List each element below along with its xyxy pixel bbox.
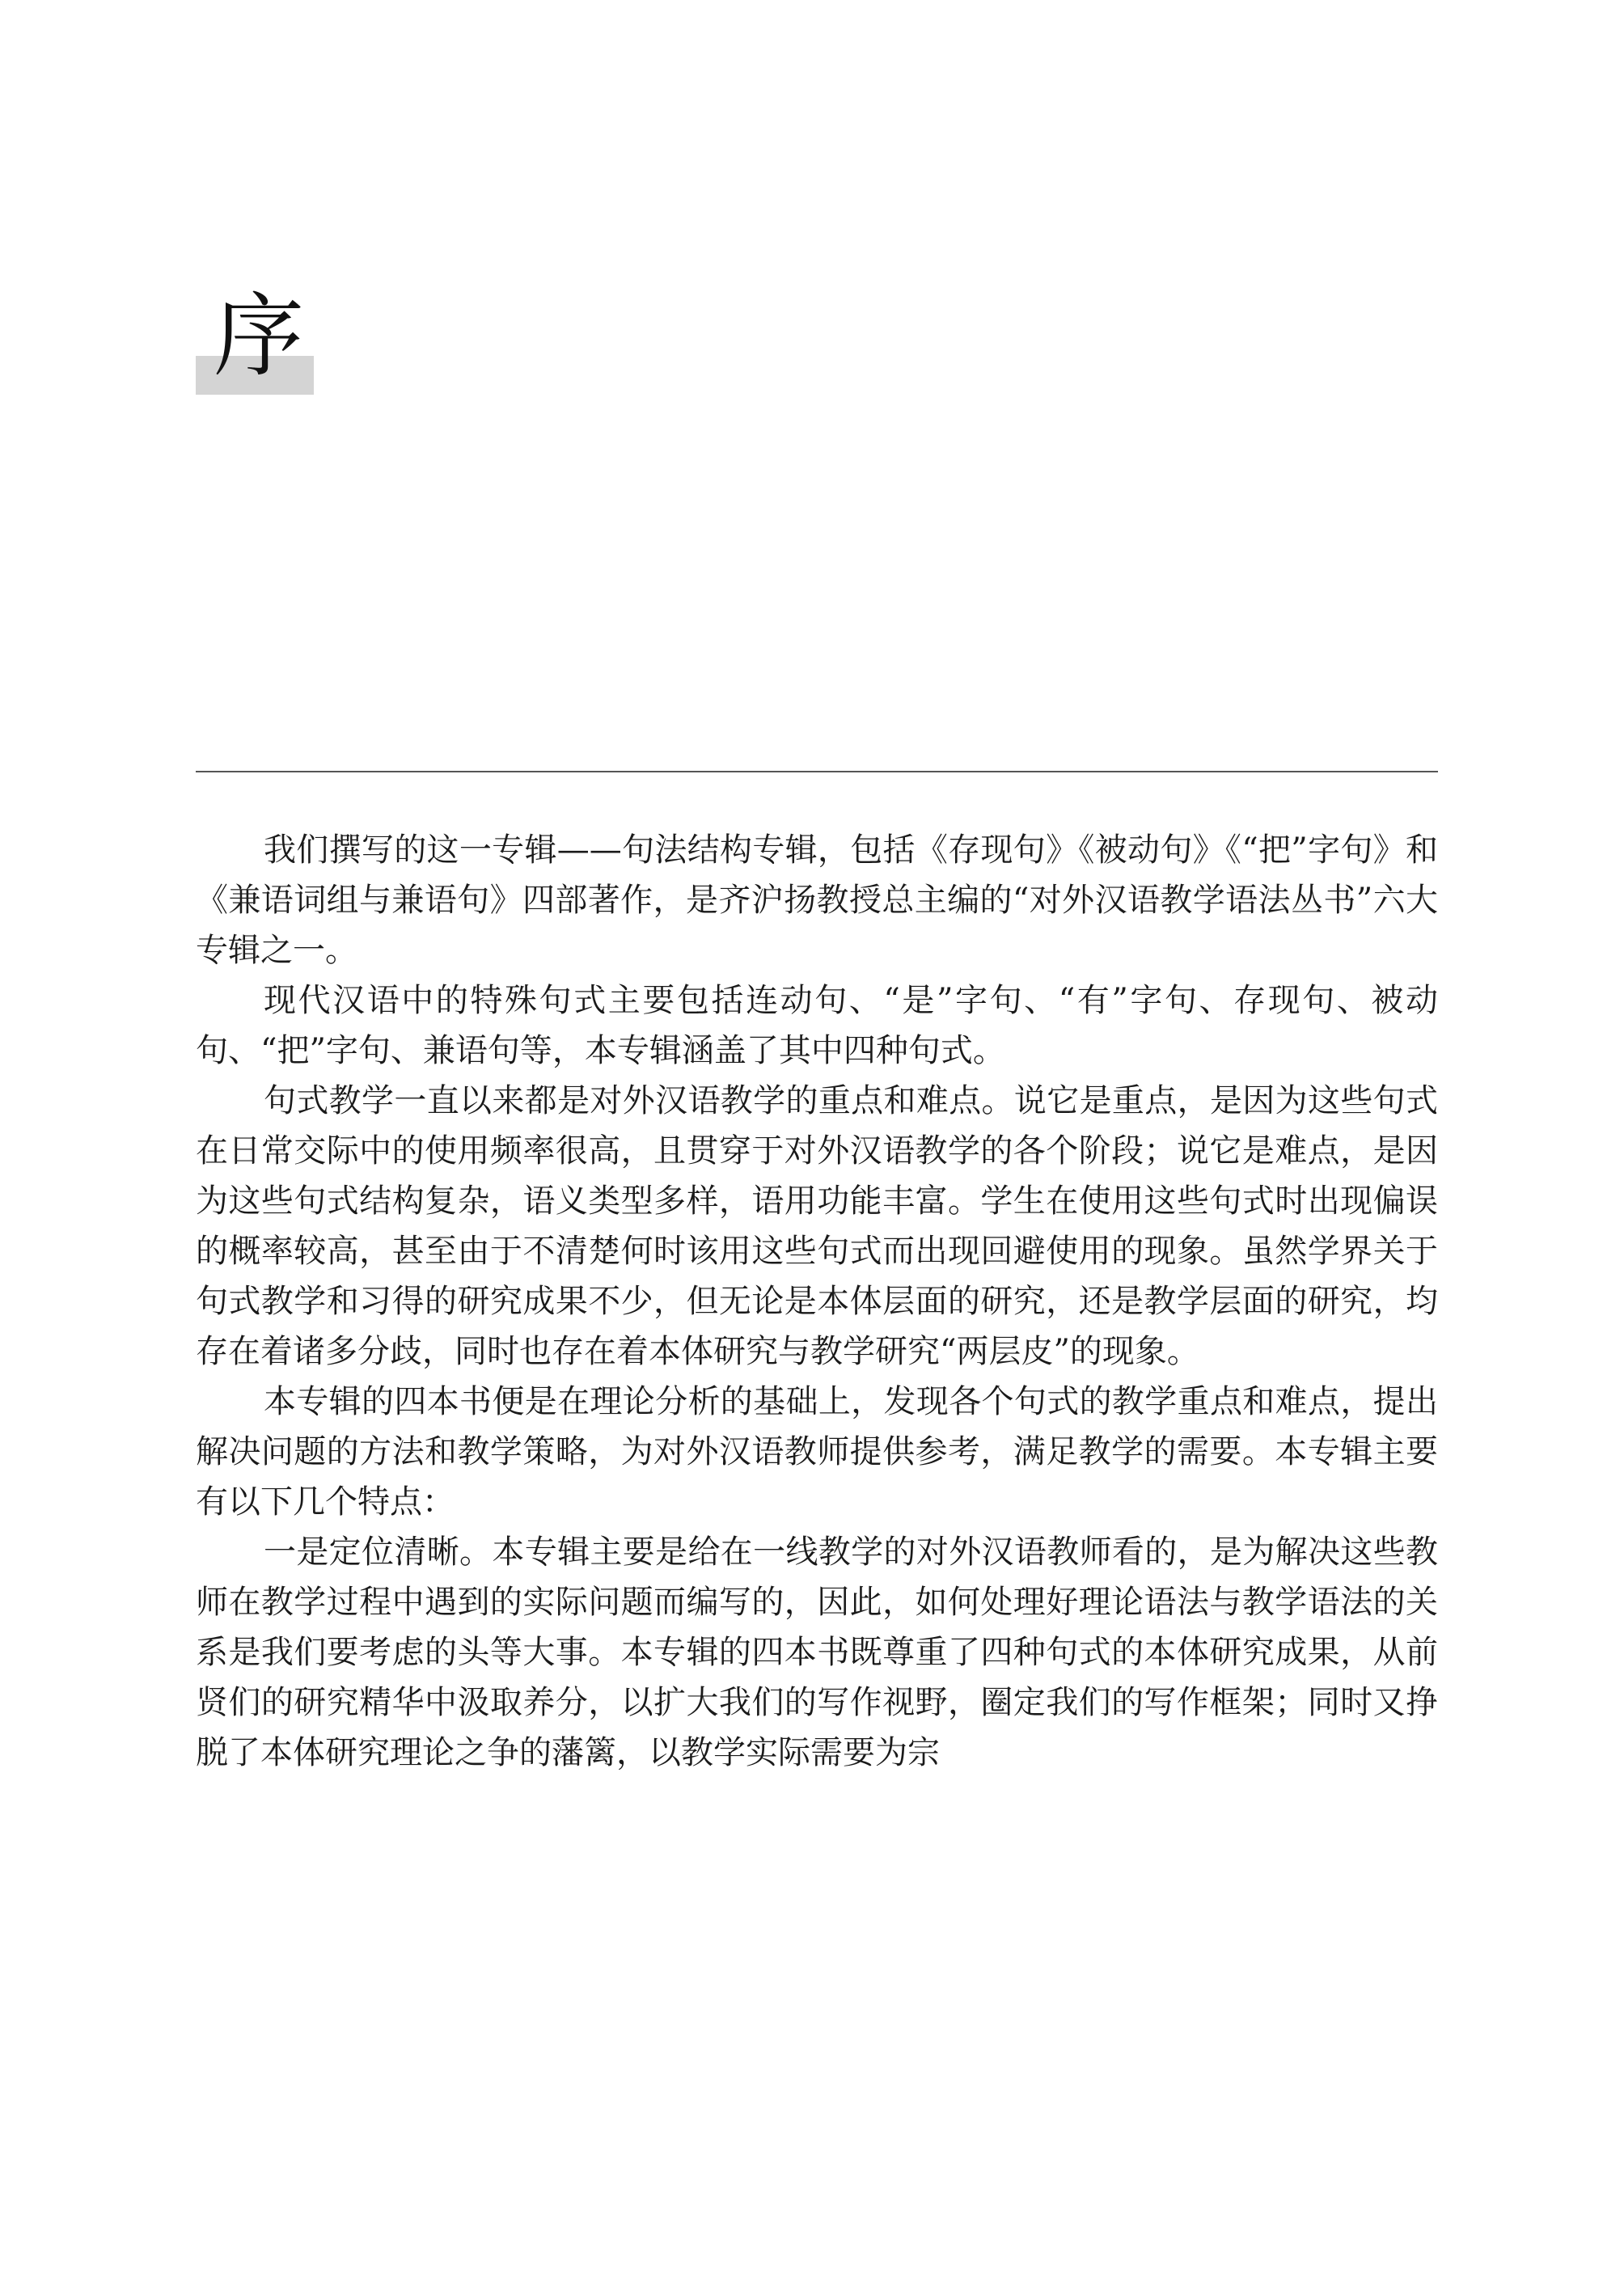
paragraph-3: 句式教学一直以来都是对外汉语教学的重点和难点。说它是重点，是因为这些句式在日常交际中的使用频率很高，且贯穿于对外汉语教学的各个阶段；说它是难点，是因为这些句式结构复杂，语义类型多样，语用功能丰富。学生在使用这些句式时出现偏误的概率较高，甚至由于不清楚何时该用这些句式而出现回避使用的现象。虽然学界关于句式教学和习得的研究成果不少，但无论是本体层面的研究，还是教学层面的研究，均存在着诸多分歧，同时也存在着本体研究与教学研究“两层皮”的现象。 [196, 1082, 1438, 1370]
title-divider-rule [196, 771, 1438, 772]
paragraph-4: 本专辑的四本书便是在理论分析的基础上，发现各个句式的教学重点和难点，提出解决问题的方法和教学策略，为对外汉语教师提供参考，满足教学的需要。本专辑主要有以下几个特点： [196, 1383, 1438, 1521]
paragraph-1: 我们撰写的这一专辑——句法结构专辑，包括《存现句》《被动句》《“把”字句》和《兼语词组与兼语句》四部著作，是齐沪扬教授总主编的“对外汉语教学语法丛书”六大专辑之一。 [196, 831, 1438, 969]
chapter-title-block [196, 284, 314, 395]
paragraph-5: 一是定位清晰。本专辑主要是给在一线教学的对外汉语教师看的，是为解决这些教师在教学过程中遇到的实际问题而编写的，因此，如何处理好理论语法与教学语法的关系是我们要考虑的头等大事。本专辑的四本书既尊重了四种句式的本体研究成果，从前贤们的研究精华中汲取养分，以扩大我们的写作视野，圈定我们的写作框架；同时又挣脱了本体研究理论之争的藩篱，以教学实际需要为宗 [196, 1534, 1438, 1771]
body-text [196, 825, 1438, 1778]
paragraph-2: 现代汉语中的特殊句式主要包括连动句、“是”字句、“有”字句、存现句、被动句、“把”字句、兼语句等，本专辑涵盖了其中四种句式。 [196, 982, 1438, 1069]
chapter-title: 序 [214, 284, 304, 389]
